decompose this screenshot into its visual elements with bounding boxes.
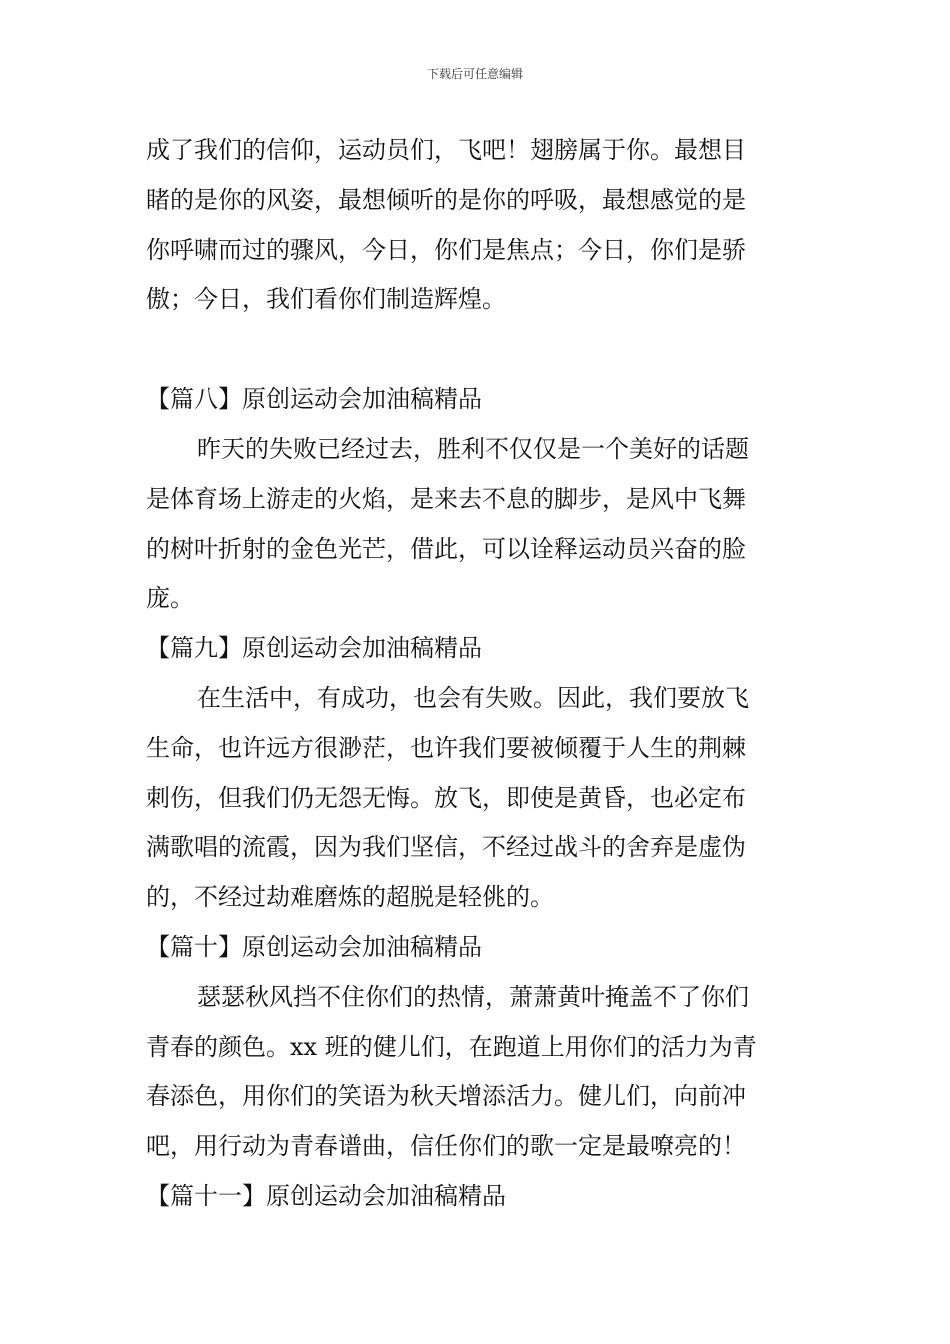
document-body <box>146 126 808 1222</box>
section-heading: 【篇十】原创运动会加油稿精品 <box>146 932 482 961</box>
text-line: 昨天的失败已经过去，胜利不仅仅是一个美好的话题 <box>197 434 749 463</box>
section-heading: 【篇十一】原创运动会加油稿精品 <box>146 1181 506 1210</box>
text-line: 春添色，用你们的笑语为秋天增添活力。健儿们，向前冲 <box>146 1082 746 1111</box>
text-line: 青春的颜色。xx 班的健儿们，在跑道上用你们的活力为青 <box>146 1032 757 1061</box>
text-line: 的树叶折射的金色光芒，借此，可以诠释运动员兴奋的脸 <box>146 534 746 563</box>
text-line: 刺伤，但我们仍无怨无悔。放飞，即使是黄昏，也必定布 <box>146 783 746 812</box>
section-heading: 【篇八】原创运动会加油稿精品 <box>146 385 482 414</box>
text-line: 在生活中，有成功，也会有失败。因此，我们要放飞 <box>197 683 749 712</box>
section-spacer <box>146 325 808 375</box>
paragraph-continued <box>146 126 808 325</box>
text-line: 傲；今日，我们看你们制造辉煌。 <box>146 285 506 314</box>
paragraph <box>146 973 808 1172</box>
text-line: 满歌唱的流霞，因为我们坚信，不经过战斗的舍弃是虚伪 <box>146 833 746 862</box>
text-line: 吧，用行动为青春谱曲，信任你们的歌一定是最嘹亮的！ <box>146 1132 746 1161</box>
text-line: 的，不经过劫难磨炼的超脱是轻佻的。 <box>146 883 554 912</box>
paragraph <box>146 674 808 923</box>
text-line: 是体育场上游走的火焰，是来去不息的脚步，是风中飞舞 <box>146 484 746 513</box>
paragraph <box>146 425 808 624</box>
text-line: 庞。 <box>146 584 194 613</box>
text-line: 瑟瑟秋风挡不住你们的热情，萧萧黄叶掩盖不了你们 <box>197 982 749 1011</box>
text-line: 你呼啸而过的骤风，今日，你们是焦点；今日，你们是骄 <box>146 235 746 264</box>
text-line: 成了我们的信仰，运动员们，飞吧！翅膀属于你。最想目 <box>146 136 746 164</box>
text-line: 睹的是你的风姿，最想倾听的是你的呼吸，最想感觉的是 <box>146 185 746 214</box>
text-line: 生命，也许远方很渺茫，也许我们要被倾覆于人生的荆棘 <box>146 733 746 762</box>
section-heading: 【篇九】原创运动会加油稿精品 <box>146 634 482 663</box>
page-header: 下载后可任意编辑 <box>426 67 523 81</box>
